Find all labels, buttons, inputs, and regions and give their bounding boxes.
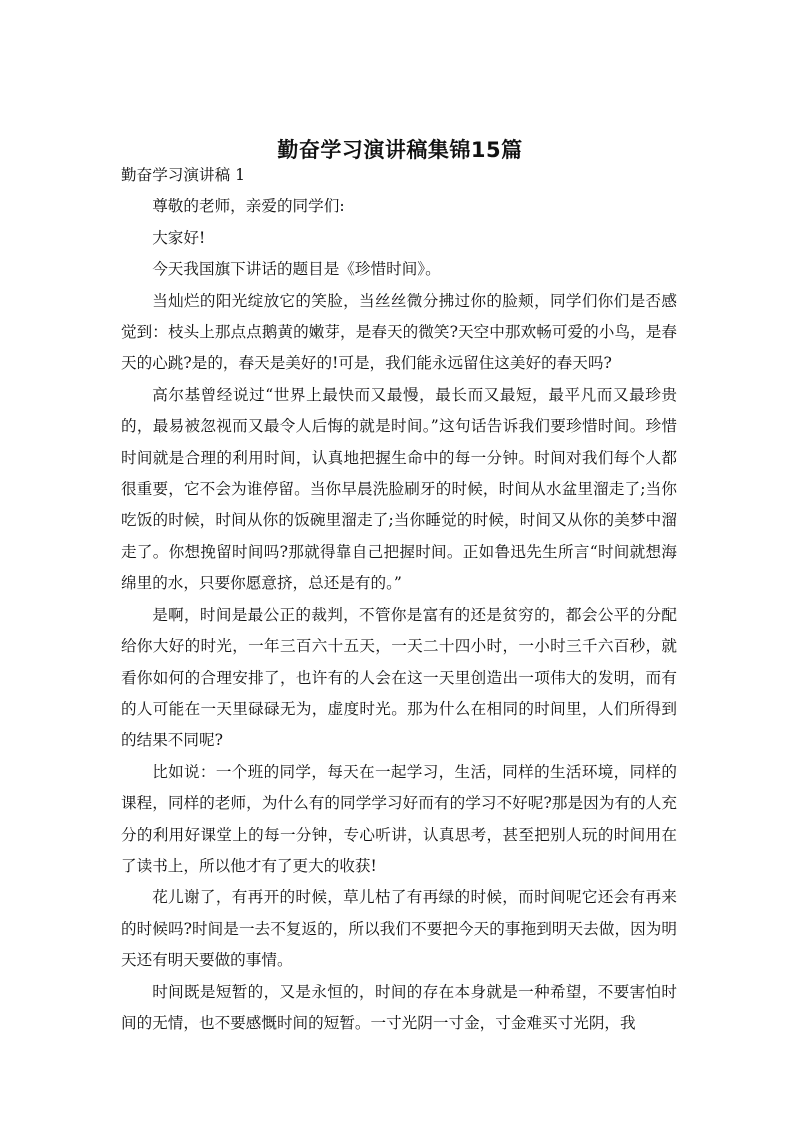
document-body [121,160,677,1039]
paragraph-spring: 当灿烂的阳光绽放它的笑脸，当丝丝微分拂过你的脸颊，同学们你们是否感觉到：枝头上那点点鹅黄的嫩芽，是春天的微笑?天空中那欢畅可爱的小鸟，是春天的心跳?是的，春天是美好的!可是，我们能永远留住这美好的春天吗? [121,291,677,373]
document-title: 勤奋学习演讲稿集锦15篇 [277,138,523,163]
section-heading: 勤奋学习演讲稿 1 [121,166,246,184]
paragraph-topic: 今天我国旗下讲话的题目是《珍惜时间》。 [152,260,441,279]
paragraph-time-hope: 时间既是短暂的，又是永恒的，时间的存在本身就是一种希望，不要害怕时间的无情，也不要感慨时间的短暂。一寸光阴一寸金，寸金难买寸光阴，我 [121,982,677,1032]
paragraph-example: 比如说：一个班的同学，每天在一起学习，生活，同样的生活环境，同样的课程，同样的老师，为什么有的同学学习好而有的学习不好呢?那是因为有的人充分的利用好课堂上的每一分钟，专心听讲，认真思考，甚至把别人玩的时间用在了读书上，所以他才有了更大的收获! [121,762,677,875]
paragraph-fair-judge: 是啊，时间是最公正的裁判，不管你是富有的还是贫穷的，都会公平的分配给你大好的时光，一年三百六十五天，一天二十四小时，一小时三千六百秒，就看你如何的合理安排了，也许有的人会在这一天里创造出一项伟大的发明，而有的人可能在一天里碌碌无为，虚度时光。那为什么在相同的时间里，人们所得到的结果不同呢? [121,605,677,750]
paragraph-hello: 大家好! [152,228,206,247]
paragraph-gorky-quote: 高尔基曾经说过“世界上最快而又最慢，最长而又最短，最平凡而又最珍贵的，最易被忽视而又最令人后悔的就是时间。”这句话告诉我们要珍惜时间。珍惜时间就是合理的利用时间，认真地把握生命中的每一分钟。时间对我们每个人都很重要，它不会为谁停留。当你早晨洗脸刷牙的时候，时间从水盆里溜走了;当你吃饭的时候，时间从你的饭碗里溜走了;当你睡觉的时候，时间又从你的美梦中溜走了。你想挽留时间吗?那就得靠自己把握时间。正如鲁迅先生所言“时间就想海绵里的水，只要你愿意挤，总还是有的。” [121,385,677,593]
paragraph-greeting-audience: 尊敬的老师，亲爱的同学们: [152,197,345,216]
paragraph-flowers: 花儿谢了，有再开的时候，草儿枯了有再绿的时候，而时间呢它还会有再来的时候吗?时间是一去不复返的，所以我们不要把今天的事拖到明天去做，因为明天还有明天要做的事情。 [121,888,677,970]
